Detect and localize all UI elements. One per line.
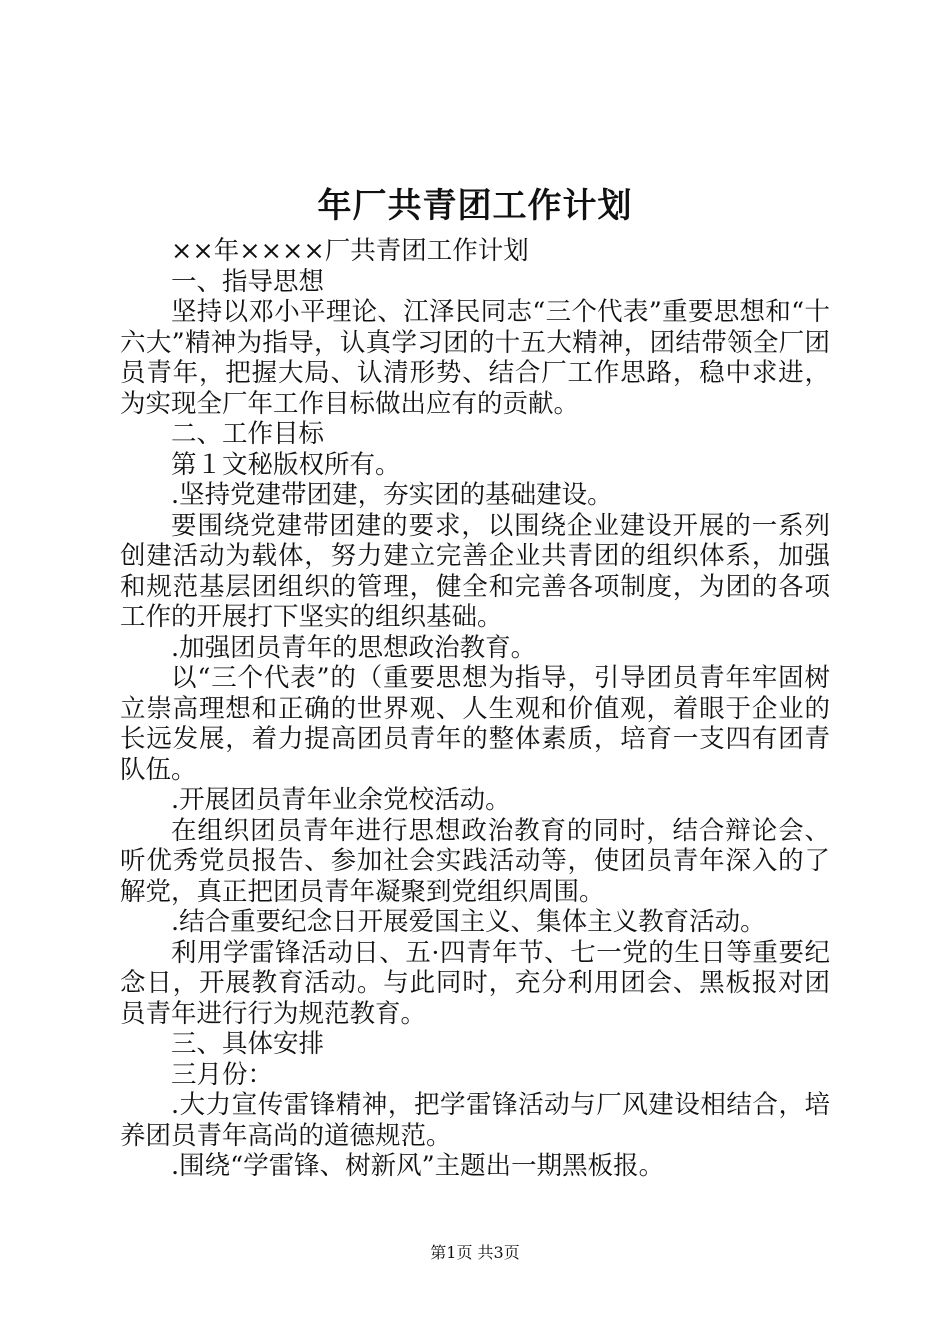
paragraph-ideological-education: 以“三个代表”的（重要思想为指导，引导团员青年牢固树立崇高理想和正确的世界观、人生观和价值观，着眼于企业的长远发展，着力提高团员青年的整体素质，培育一支四有团青队伍。 (120, 663, 830, 785)
section-heading-work-goals: 二、工作目标 (171, 419, 325, 449)
document-body (120, 178, 830, 1182)
document-title: 年厂共青团工作计划 (317, 186, 633, 226)
march-item-blackboard: .围绕“学雷锋、树新风”主题出一期黑板报。 (171, 1151, 665, 1181)
section-heading-guiding-thought: 一、指导思想 (171, 266, 325, 297)
paragraph-party-building: 要围绕党建带团建的要求，以围绕企业建设开展的一系列创建活动为载体，努力建立完善企业共青团的组织体系，加强和规范基层团组织的管理，健全和完善各项制度，为团的各项工作的开展打下坚实的组织基础。 (120, 510, 830, 632)
month-heading-march: 三月份： (171, 1059, 274, 1090)
goal-item-ideological-education: .加强团员青年的思想政治教育。 (171, 632, 537, 663)
goal-item-party-building: .坚持党建带团建，夯实团的基础建设。 (171, 480, 613, 510)
page-footer: 第1页 共3页 (430, 1243, 520, 1262)
section-heading-arrangements: 三、具体安排 (171, 1029, 325, 1059)
paragraph-guiding-thought: 坚持以邓小平理论、江泽民同志“三个代表”重要思想和“十六大”精神为指导，认真学习团的十五大精神，团结带领全厂团员青年，把握大局、认清形势、结合厂工作思路，稳中求进，为实现全厂年工作目标做出应有的贡献。 (120, 297, 830, 419)
paragraph-copyright-note: 第１文秘版权所有。 (171, 449, 401, 480)
goal-item-commemoration-days: .结合重要纪念日开展爱国主义、集体主义教育活动。 (171, 907, 766, 937)
goal-item-party-school: .开展团员青年业余党校活动。 (171, 785, 511, 815)
march-item-lei-feng-spirit: .大力宣传雷锋精神，把学雷锋活动与厂风建设相结合，培养团员青年高尚的道德规范。 (120, 1090, 830, 1151)
paragraph-party-school: 在组织团员青年进行思想政治教育的同时，结合辩论会、听优秀党员报告、参加社会实践活动等，使团员青年深入的了解党，真正把团员青年凝聚到党组织周围。 (120, 815, 830, 907)
plan-subtitle: ××年××××厂共青团工作计划 (171, 236, 529, 266)
paragraph-commemoration-days: 利用学雷锋活动日、五·四青年节、七一党的生日等重要纪念日，开展教育活动。与此同时，充分利用团会、黑板报对团员青年进行行为规范教育。 (120, 937, 830, 1029)
